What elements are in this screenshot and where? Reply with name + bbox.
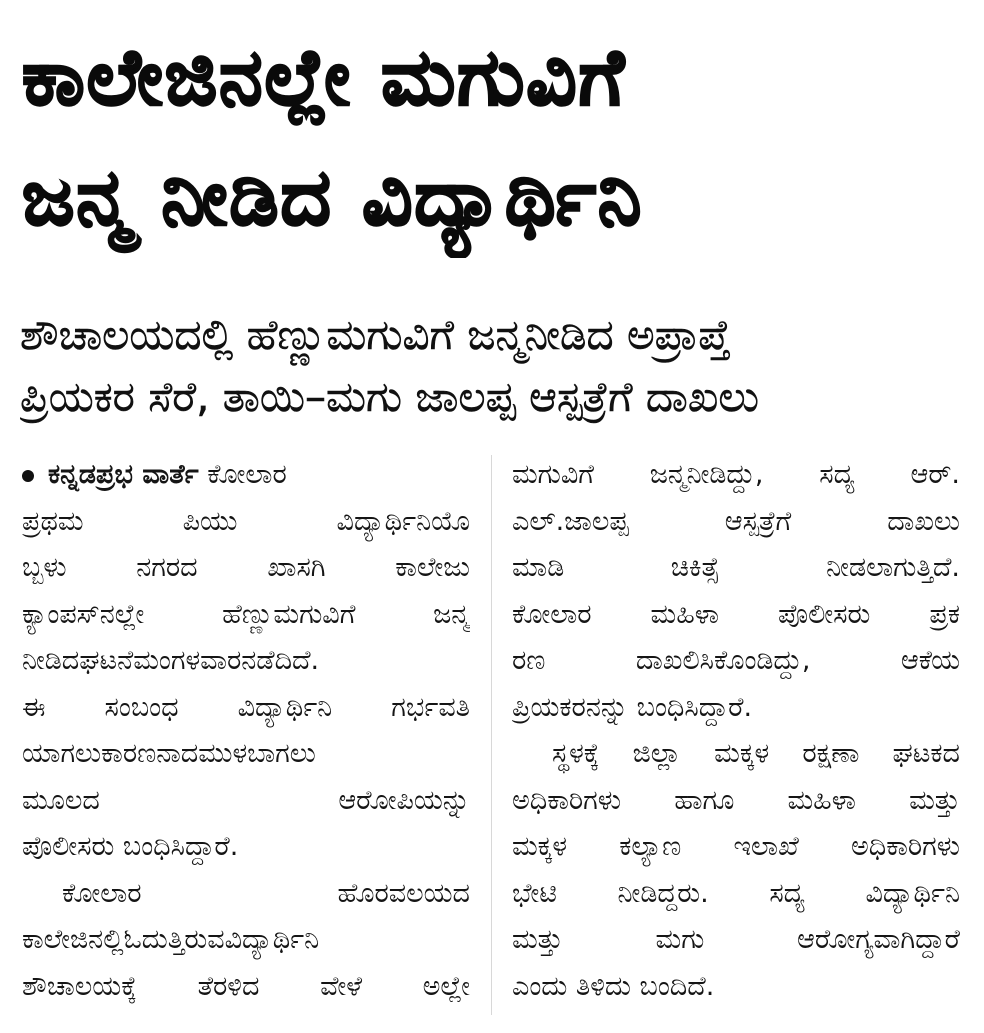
body-line: ರಣ ದಾಖಲಿಸಿಕೊಂಡಿದ್ದು, ಆಕೆಯ [512,645,960,676]
body-line: ಎಂದು ತಿಳಿದು ಬಂದಿದೆ. [512,970,715,1002]
body-line: ಕ್ಯಾಂಪಸ್‌ನಲ್ಲೇ ಹೆಣ್ಣುಮಗುವಿಗೆ ಜನ್ಮ [22,598,470,630]
body-line: ಮಕ್ಕಳ ಕಲ್ಯಾಣ ಇಲಾಖೆ ಅಧಿಕಾರಿಗಳು [512,831,960,862]
headline [22,18,967,258]
article-column-right [512,452,960,1010]
body-line: ಪ್ರಥಮ ಪಿಯು ವಿದ್ಯಾರ್ಥಿನಿಯೊ [22,505,470,537]
body-line: ಎಲ್.ಜಾಲಪ್ಪ ಆಸ್ಪತ್ರೆಗೆ ದಾಖಲು [512,505,960,537]
column-divider [491,455,492,1015]
body-line: ಕೋಲಾರ ಮಹಿಳಾ ಪೊಲೀಸರು ಪ್ರಕ [512,598,960,630]
body-line: ಪೊಲೀಸರು ಬಂಧಿಸಿದ್ದಾರೆ. [22,831,239,862]
body-line: ಭೇಟಿ ನೀಡಿದ್ದರು. ಸದ್ಯ ವಿದ್ಯಾರ್ಥಿನಿ [512,877,960,909]
body-line: ಅಧಿಕಾರಿಗಳು ಹಾಗೂ ಮಹಿಳಾ ಮತ್ತು [512,784,960,816]
byline [22,452,470,499]
body-line: ಸ್ಥಳಕ್ಕೆ ಜಿಲ್ಲಾ ಮಕ್ಕಳ ರಕ್ಷಣಾ ಘಟಕದ [552,738,960,769]
body-line: ಕಾಲೇಜಿನಲ್ಲಿಓದುತ್ತಿರುವವಿದ್ಯಾರ್ಥಿನಿ [22,924,320,955]
bullet-icon [22,470,34,482]
body-line: ಮೂಲದ ಆರೋಪಿಯನ್ನು [22,784,470,816]
subheadline-line-2: ಪ್ರಿಯಕರ ಸೆರೆ, ತಾಯಿ–ಮಗು ಜಾಲಪ್ಪ ಆಸ್ಪತ್ರೆಗೆ ದಾಖಲು [20,372,759,421]
body-line: ಮತ್ತು ಮಗು ಆರೋಗ್ಯವಾಗಿದ್ದಾರೆ [512,924,960,955]
body-line: ಬ್ಬಳು ನಗರದ ಖಾಸಗಿ ಕಾಲೇಜು [22,552,470,583]
headline-line-1: ಕಾಲೇಜಿನಲ್ಲೇ ಮಗುವಿಗೆ [22,33,626,123]
article-column-left [22,452,470,1010]
subheadline [20,304,970,428]
body-line: ಮಗುವಿಗೆ ಜನ್ಮನೀಡಿದ್ದು, ಸದ್ಯ ಆರ್. [512,459,960,490]
byline-place: ಕೋಲಾರ [207,459,287,490]
body-line: ನೀಡಿದಘಟನೆಮಂಗಳವಾರನಡೆದಿದೆ. [22,645,320,676]
body-line: ಈ ಸಂಬಂಧ ವಿದ್ಯಾರ್ಥಿನಿ ಗರ್ಭವತಿ [22,691,470,723]
body-line: ಮಾಡಿ ಚಿಕಿತ್ಸೆ ನೀಡಲಾಗುತ್ತಿದೆ. [512,552,960,583]
subheadline-line-1: ಶೌಚಾಲಯದಲ್ಲಿ ಹೆಣ್ಣುಮಗುವಿಗೆ ಜನ್ಮನೀಡಿದ ಅಪ್ರಾಪ್ತೆ [20,310,731,359]
headline-line-2: ಜನ್ಮ ನೀಡಿದ ವಿದ್ಯಾರ್ಥಿನಿ [22,153,644,243]
byline-source: ಕನ್ನಡಪ್ರಭ ವಾರ್ತೆ [48,459,199,490]
body-line: ಕೋಲಾರ ಹೊರವಲಯದ [62,877,470,909]
body-line: ಯಾಗಲುಕಾರಣನಾದಮುಳಬಾಗಲು [22,738,316,769]
body-line: ಪ್ರಿಯಕರನನ್ನು ಬಂಧಿಸಿದ್ದಾರೆ. [512,691,753,723]
body-line: ಶೌಚಾಲಯಕ್ಕೆ ತೆರಳಿದ ವೇಳೆ ಅಲ್ಲೇ [22,970,470,1002]
